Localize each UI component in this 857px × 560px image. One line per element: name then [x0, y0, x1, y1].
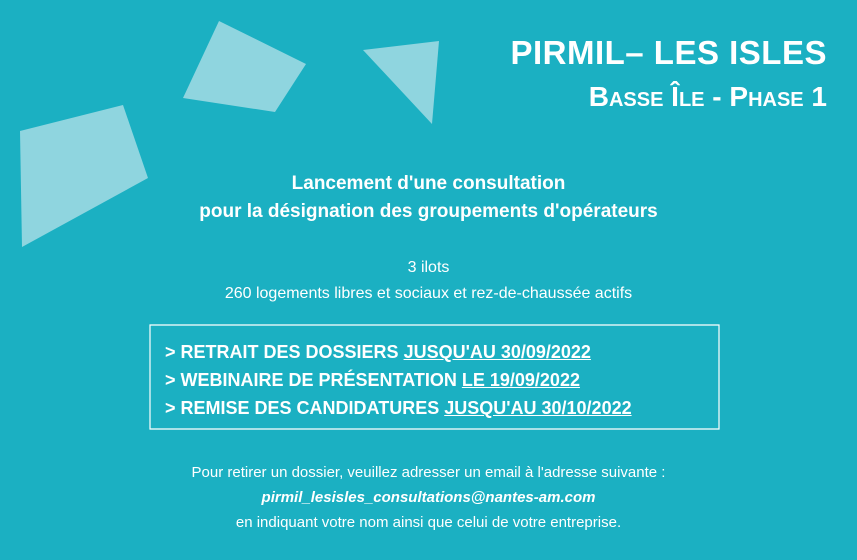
- date-label: > REMISE DES CANDIDATURES: [165, 398, 440, 418]
- date-line-webinaire: [165, 366, 632, 394]
- dates-box: [147, 322, 722, 432]
- project-info: [0, 255, 857, 307]
- dates-list: [165, 338, 632, 422]
- date-line-remise: [165, 394, 632, 422]
- lead-line-1: Lancement d'une consultation: [291, 173, 566, 194]
- header: [510, 34, 827, 116]
- date-value: JUSQU'AU 30/09/2022: [403, 342, 591, 362]
- page-subtitle: Basse Île - Phase 1: [588, 81, 827, 112]
- page-title: PIRMIL– LES ISLES: [510, 34, 827, 71]
- date-line-retrait: [165, 338, 632, 366]
- date-value: JUSQU'AU 30/10/2022: [444, 398, 632, 418]
- date-label: > WEBINAIRE DE PRÉSENTATION: [165, 370, 457, 390]
- lead-text: [0, 170, 857, 226]
- info-line-1: 3 ilots: [407, 259, 450, 276]
- decorative-shape-right: [363, 41, 439, 124]
- contact-footer: [0, 460, 857, 535]
- decorative-shape-top: [183, 21, 306, 112]
- date-value: LE 19/09/2022: [461, 370, 580, 390]
- lead-line-2: pour la désignation des groupements d'opérateurs: [199, 201, 658, 222]
- footer-line-1: Pour retirer un dossier, veuillez adresser un email à l'adresse suivante :: [191, 464, 666, 481]
- footer-line-3: en indiquant votre nom ainsi que celui de votre entreprise.: [235, 514, 622, 531]
- info-line-2: 260 logements libres et sociaux et rez-de-chaussée actifs: [224, 285, 633, 302]
- contact-email[interactable]: pirmil_lesisles_consultations@nantes-am.com: [261, 489, 596, 506]
- date-label: > RETRAIT DES DOSSIERS: [165, 342, 399, 362]
